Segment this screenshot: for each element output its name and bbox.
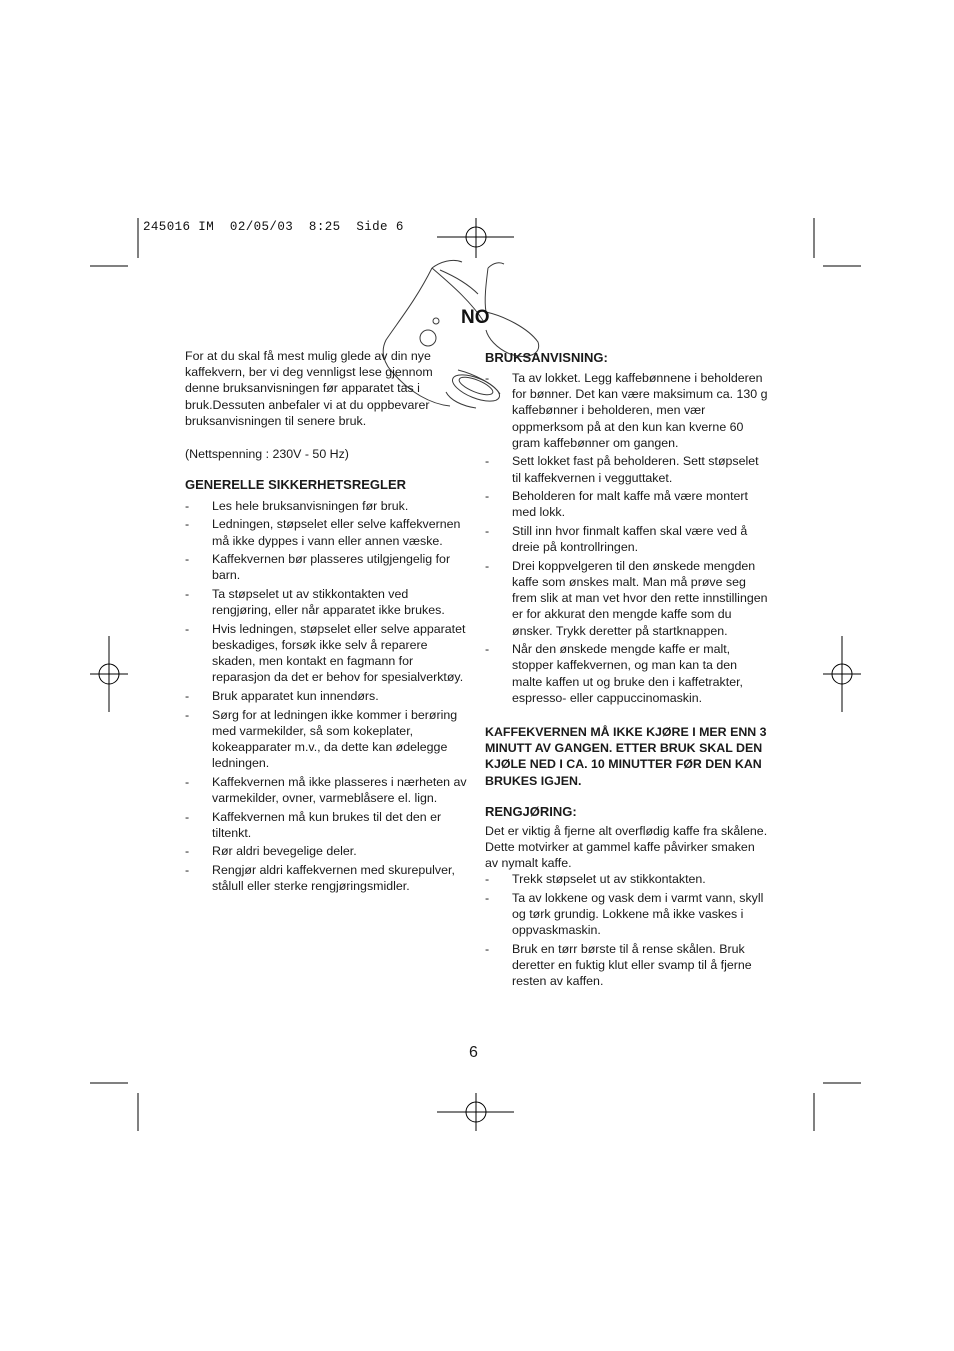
- registration-mark-top: [437, 218, 514, 258]
- list-item: - Ledningen, støpselet eller selve kaffekvernen må ikke dyppes i vann eller annen væske.: [185, 517, 461, 548]
- safety-list: [185, 498, 470, 895]
- list-item: - Ta av lokket. Legg kaffebønnene i beholderen for bønner. Det kan være maksimum ca. 130 g kaffebønner i beholderen, men vær oppmerksom på at den kun kan kverne 60 gram kaffebønner om gangen.: [485, 371, 768, 450]
- list-item: - Sørg for at ledningen ikke kommer i berøring med varmekilder, så som kokeplater, kokeapparater m.v., da dette kan ødelegge ledningen.: [185, 707, 458, 771]
- usage-list: [485, 370, 770, 706]
- cleaning-text: Det er viktig å fjerne alt overflødig kaffe fra skålene. Dette motvirker at gammel kaffe påvirker smaken av nymalt kaffe.: [485, 823, 768, 871]
- list-item: - Still inn hvor finmalt kaffen skal være ved å dreie på kontrollringen.: [485, 524, 748, 555]
- list-item: - Når den ønskede mengde kaffe er malt, stopper kaffekvernen, og man kan ta den malte kaffen ut og bruke den i kaffetrakter, espresso- eller cappuccinomaskin.: [485, 642, 743, 705]
- cleaning-heading: RENGJØRING:: [485, 803, 577, 819]
- registration-mark-right: [823, 636, 861, 712]
- list-item: - Trekk støpselet ut av stikkontakten.: [485, 872, 706, 887]
- list-item: - Drei koppvelgeren til den ønskede mengden kaffe som ønskes malt. Man må prøve seg frem slik at man vet hvor den rette innstillingen er for akkurat den mengde kaffe som du ønsker. Trykk deretter på startknappen.: [485, 558, 768, 638]
- cleaning-list: [485, 871, 770, 989]
- page-number: 6: [469, 1044, 478, 1061]
- registration-mark-bottom: [437, 1093, 514, 1131]
- left-column: [185, 348, 470, 897]
- warning-text: KAFFEKVERNEN MÅ IKKE KJØRE I MER ENN 3 MINUTT AV GANGEN. ETTER BRUK SKAL DEN KJØLE NED I CA. 10 MINUTTER FØR DEN KAN BRUKES IGJEN.: [485, 725, 767, 788]
- list-item: - Sett lokket fast på beholderen. Sett støpselet til kaffekvernen i vegguttaket.: [485, 454, 759, 485]
- list-item: - Les hele bruksanvisningen før bruk.: [185, 498, 409, 513]
- list-item: - Kaffekvernen må ikke plasseres i nærheten av varmekilder, ovner, varmeblåsere el. lign.: [185, 774, 467, 805]
- list-item: - Beholderen for malt kaffe må være montert med lokk.: [485, 489, 748, 520]
- intro-text: For at du skal få mest mulig glede av din nye kaffekvern, ber vi deg vennligst lese gjennom denne bruksanvisningen før apparatet tas i bruk.Dessuten anbefaler vi at du oppbevarer bruksanvisningen til senere bruk.: [185, 349, 433, 428]
- list-item: - Ta av lokkene og vask dem i varmt vann, skyll og tørk grundig. Lokkene må ikke vaskes i oppvaskmaskin.: [485, 891, 764, 938]
- registration-mark-left: [90, 636, 128, 712]
- list-item: - Kaffekvernen må kun brukes til det den er tiltenkt.: [185, 809, 442, 840]
- voltage-text: (Nettspenning : 230V - 50 Hz): [185, 446, 349, 461]
- list-item: - Bruk apparatet kun innendørs.: [185, 688, 379, 703]
- list-item: - Kaffekvernen bør plasseres utilgjengelig for barn.: [185, 552, 451, 583]
- safety-heading: GENERELLE SIKKERHETSREGLER: [185, 476, 407, 492]
- list-item: - Ta støpselet ut av stikkontakten ved rengjøring, eller når apparatet ikke brukes.: [185, 586, 445, 618]
- usage-heading: BRUKSANVISNING:: [485, 350, 608, 365]
- print-slug: 245016 IM 02/05/03 8:25 Side 6: [143, 220, 404, 234]
- list-item: - Rengjør aldri kaffekvernen med skurepulver, stålull eller sterke rengjøringsmidler.: [185, 862, 455, 894]
- right-column: [485, 349, 770, 992]
- list-item: - Bruk en tørr børste til å rense skålen. Bruk deretter en fuktig klut eller svamp til å fjerne resten av kaffen.: [485, 942, 752, 989]
- list-item: - Rør aldri bevegelige deler.: [185, 844, 357, 859]
- language-code: NO: [461, 307, 490, 328]
- list-item: - Hvis ledningen, støpselet eller selve apparatet beskadiges, forsøk ikke selv å reparere skaden, men kontakt en fagmann for reparasjon da det er behov for spesialverktøy.: [185, 621, 466, 685]
